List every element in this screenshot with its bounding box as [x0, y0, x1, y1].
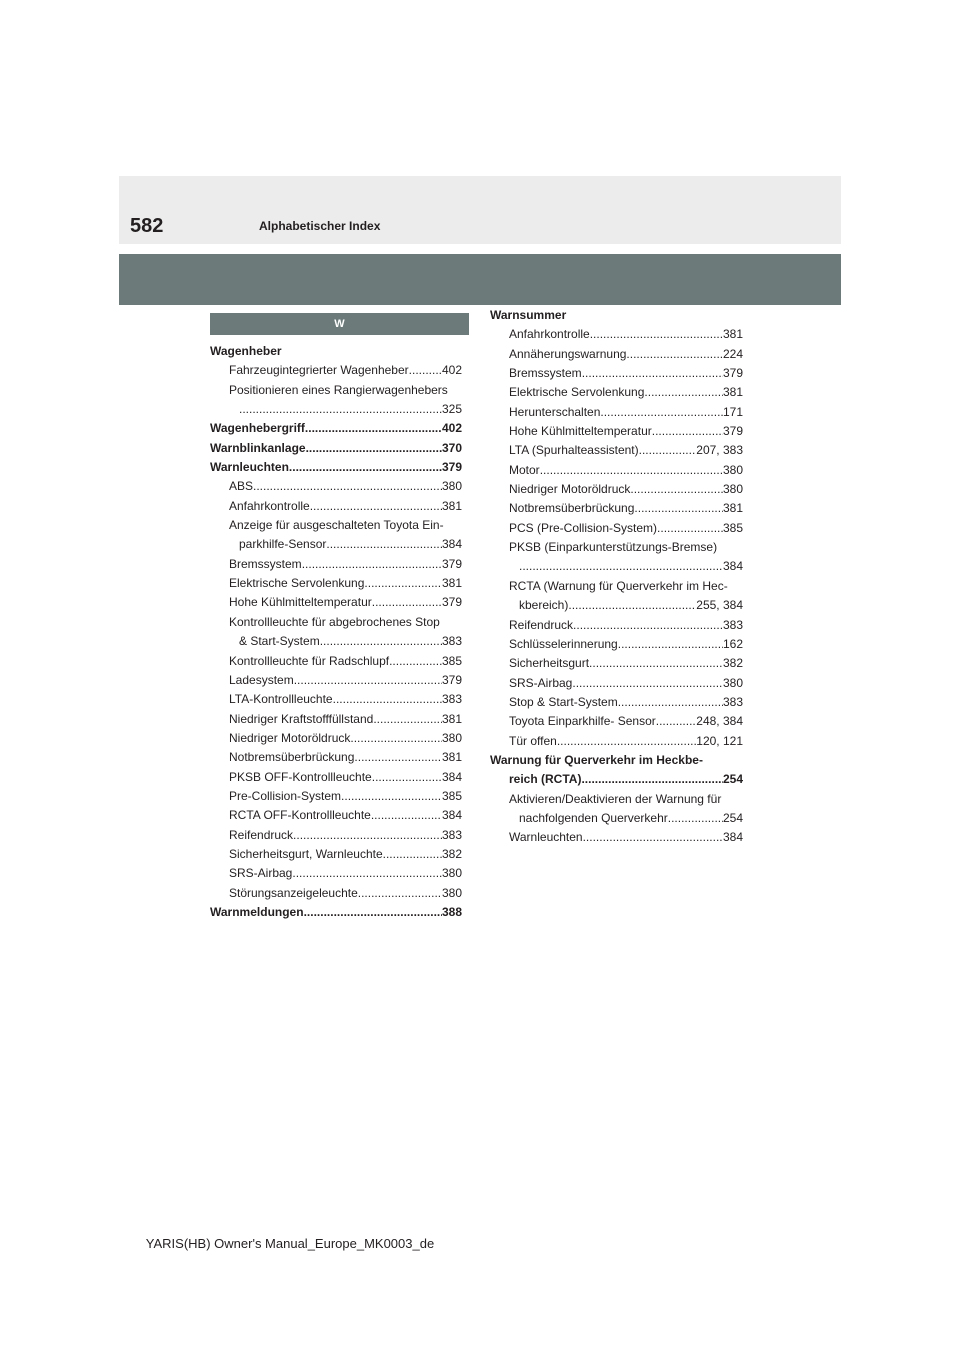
index-entry-page[interactable]: 224: [722, 346, 743, 361]
index-entry-leader: [634, 499, 723, 518]
index-entry-term: parkhilfe-Sensor: [239, 537, 327, 552]
index-entry-page[interactable]: 325: [441, 402, 462, 417]
index-entry: [490, 345, 743, 364]
index-entry-term: SRS-Airbag: [229, 866, 293, 881]
index-entry-term: Anzeige für ausgeschalteten Toyota Ein-: [229, 518, 444, 533]
index-entry: [210, 419, 462, 438]
index-entry-leader: [630, 480, 723, 499]
index-entry-leader: [589, 654, 723, 673]
index-entry-term: Ladesystem: [229, 672, 294, 687]
index-entry-leader: [389, 652, 442, 671]
index-entry-term: Niedriger Motoröldruck: [509, 482, 631, 497]
index-entry-page[interactable]: 388: [441, 904, 462, 919]
index-entry-leader: [305, 419, 442, 438]
index-entry-leader: [582, 364, 723, 383]
index-entry-term: kbereich): [519, 598, 569, 613]
index-entry-leader: [306, 439, 442, 458]
index-entry-term: Hohe Kühlmitteltemperatur: [229, 595, 372, 610]
index-entry-term: Reifendruck: [229, 827, 294, 842]
index-entry-term: PCS (Pre-Collision-System): [509, 520, 658, 535]
index-entry-page[interactable]: 255, 384: [696, 598, 743, 613]
index-entry-leader: [341, 787, 442, 806]
index-entry: [490, 809, 743, 828]
index-entry: [210, 439, 462, 458]
index-entry-leader: [519, 557, 723, 576]
index-entry-page[interactable]: 384: [722, 559, 743, 574]
index-entry-leader: [644, 383, 723, 402]
index-entry-page[interactable]: 379: [441, 672, 462, 687]
index-entry-term: Elektrische Servolenkung: [229, 576, 365, 591]
index-entry-page[interactable]: 380: [441, 730, 462, 745]
index-entry-page[interactable]: 162: [722, 636, 743, 651]
footer-text: YARIS(HB) Owner's Manual_Europe_MK0003_de: [145, 1236, 435, 1251]
index-entry-page[interactable]: 380: [441, 885, 462, 900]
index-column-left: [210, 342, 462, 922]
index-entry: [210, 806, 462, 825]
index-entry: [490, 480, 743, 499]
index-entry-term: Hohe Kühlmitteltemperatur: [509, 424, 652, 439]
index-entry-page[interactable]: 383: [722, 617, 743, 632]
index-entry: [490, 751, 743, 770]
index-entry: [210, 671, 462, 690]
index-entry-leader: [557, 732, 696, 751]
index-entry: [490, 383, 743, 402]
index-entry-page[interactable]: 384: [722, 830, 743, 845]
index-entry-page[interactable]: 379: [722, 424, 743, 439]
index-entry-page[interactable]: 381: [441, 711, 462, 726]
index-entry-page[interactable]: 380: [722, 462, 743, 477]
index-entry-leader: [302, 555, 442, 574]
index-entry-term: Positionieren eines Rangierwagenhebers: [229, 382, 448, 397]
index-entry-term: Anfahrkontrolle: [509, 327, 590, 342]
index-entry-page[interactable]: 379: [441, 460, 462, 475]
index-entry-term: Warnleuchten: [509, 830, 583, 845]
index-entry-term: & Start-System: [239, 634, 320, 649]
index-entry-term: RCTA (Warnung für Querverkehr im Hec-: [509, 578, 728, 593]
index-entry-term: Bremssystem: [509, 366, 582, 381]
index-entry-leader: [652, 422, 723, 441]
index-entry: [210, 400, 462, 419]
index-entry: [210, 477, 462, 496]
index-entry-leader: [572, 674, 723, 693]
header-band: [119, 176, 841, 244]
index-entry: [210, 632, 462, 651]
index-entry: [210, 361, 462, 380]
index-entry-leader: [540, 461, 723, 480]
index-entry-leader: [350, 729, 442, 748]
index-entry-page[interactable]: 383: [722, 694, 743, 709]
index-entry-page[interactable]: 381: [441, 576, 462, 591]
index-entry-page[interactable]: 381: [722, 501, 743, 516]
index-entry-term: Stop & Start-System: [509, 694, 618, 709]
index-entry-page[interactable]: 402: [441, 363, 462, 378]
index-entry-term: Sicherheitsgurt, Warnleuchte: [229, 846, 383, 861]
index-entry-term: Bremssystem: [229, 556, 302, 571]
index-entry: [490, 616, 743, 635]
index-entry: [210, 864, 462, 883]
index-entry-term: Kontrollleuchte für abgebrochenes Stop: [229, 614, 440, 629]
index-entry-term: reich (RCTA): [509, 772, 582, 787]
index-entry-term: Reifendruck: [509, 617, 574, 632]
index-entry-term: Pre-Collision-System: [229, 788, 342, 803]
index-entry-leader: [239, 400, 442, 419]
index-entry: [210, 884, 462, 903]
index-entry-leader: [293, 826, 442, 845]
index-entry-term: Tür offen: [509, 733, 557, 748]
index-entry-page[interactable]: 383: [441, 634, 462, 649]
index-entry-term: LTA-Kontrollleuchte: [229, 692, 333, 707]
index-entry-term: LTA (Spurhalteassistent): [509, 443, 639, 458]
index-entry-term: Warnsummer: [490, 308, 567, 322]
index-entry-page[interactable]: 381: [441, 750, 462, 765]
page-number: 582: [130, 215, 164, 237]
index-entry-term: Wagenhebergriff: [210, 421, 305, 436]
index-entry-page[interactable]: 379: [722, 366, 743, 381]
index-entry-leader: [668, 809, 723, 828]
index-entry: [490, 364, 743, 383]
index-entry-leader: [600, 403, 723, 422]
index-entry-leader: [294, 671, 442, 690]
index-entry: [490, 577, 743, 596]
index-entry-page[interactable]: 382: [722, 656, 743, 671]
index-entry-page[interactable]: 384: [441, 808, 462, 823]
index-entry-leader: [326, 535, 442, 554]
index-entry: [210, 555, 462, 574]
index-entry: [490, 499, 743, 518]
index-entry-term: Herunterschalten: [509, 404, 601, 419]
index-entry-term: Anfahrkontrolle: [229, 498, 310, 513]
index-entry: [210, 458, 462, 477]
index-entry-term: Warnblinkanlage: [210, 440, 306, 455]
index-entry-leader: [364, 574, 442, 593]
index-entry-page[interactable]: 382: [441, 846, 462, 861]
index-entry-leader: [590, 325, 723, 344]
index-entry-page[interactable]: 370: [441, 440, 462, 455]
index-entry-term: Niedriger Motoröldruck: [229, 730, 351, 745]
index-entry-term: Niedriger Kraftstofffüllstand: [229, 711, 374, 726]
index-entry-term: Sicherheitsgurt: [509, 656, 590, 671]
index-entry-term: nachfolgenden Querverkehr: [519, 810, 668, 825]
index-entry: [490, 654, 743, 673]
index-entry-page[interactable]: 384: [441, 769, 462, 784]
index-entry-page[interactable]: 383: [441, 827, 462, 842]
index-entry-term: RCTA OFF-Kontrollleuchte: [229, 808, 371, 823]
index-entry-leader: [383, 845, 442, 864]
index-entry: [210, 613, 462, 632]
index-entry-page[interactable]: 385: [441, 653, 462, 668]
index-entry-term: Notbremsüberbrückung: [509, 501, 635, 516]
index-entry-leader: [656, 712, 697, 731]
index-entry-leader: [573, 616, 723, 635]
index-entry-term: Aktivieren/Deaktivieren der Warnung für: [509, 791, 722, 806]
index-entry: [490, 461, 743, 480]
index-entry: [490, 770, 743, 789]
index-entry-term: SRS-Airbag: [509, 675, 573, 690]
index-entry-term: Elektrische Servolenkung: [509, 385, 645, 400]
index-entry: [210, 342, 462, 361]
index-entry-page[interactable]: 384: [441, 537, 462, 552]
index-entry-term: Notbremsüberbrückung: [229, 750, 355, 765]
index-entry-leader: [372, 768, 442, 787]
index-entry-term: ABS: [229, 479, 254, 494]
page-title: Alphabetischer Index: [259, 219, 381, 233]
index-entry-term: Warnleuchten: [210, 460, 289, 475]
index-entry-leader: [310, 497, 442, 516]
index-entry: [490, 693, 743, 712]
index-entry: [490, 519, 743, 538]
section-letter: W: [210, 313, 469, 335]
index-entry: [210, 690, 462, 709]
index-column-right: [490, 306, 743, 848]
index-entry: [490, 441, 743, 460]
index-entry: [490, 790, 743, 809]
index-entry: [210, 768, 462, 787]
index-entry-leader: [253, 477, 442, 496]
index-entry: [210, 381, 462, 400]
index-entry-term: Toyota Einparkhilfe- Sensor: [509, 714, 656, 729]
index-entry-term: Fahrzeugintegrierter Wagenheber: [229, 363, 409, 378]
index-entry-term: Störungsanzeigeleuchte: [229, 885, 358, 900]
index-entry: [490, 538, 743, 557]
index-entry: [490, 635, 743, 654]
index-entry-page[interactable]: 120, 121: [696, 733, 743, 748]
index-entry: [490, 674, 743, 693]
index-entry-leader: [657, 519, 723, 538]
index-entry: [210, 845, 462, 864]
index-entry-leader: [618, 693, 723, 712]
index-entry-page[interactable]: 380: [441, 479, 462, 494]
index-entry-term: Wagenheber: [210, 344, 282, 358]
index-entry-term: Warnung für Querverkehr im Heckbe-: [490, 752, 703, 767]
index-entry-page[interactable]: 379: [441, 595, 462, 610]
index-entry-term: Kontrollleuchte für Radschlupf: [229, 653, 390, 668]
index-entry: [490, 306, 743, 325]
index-entry-term: Annäherungswarnung: [509, 346, 627, 361]
index-entry: [210, 497, 462, 516]
index-entry-page[interactable]: 248, 384: [696, 714, 743, 729]
index-entry-page[interactable]: 207, 383: [696, 443, 743, 458]
index-entry-leader: [568, 596, 696, 615]
index-entry-leader: [333, 690, 442, 709]
index-entry-page[interactable]: 380: [722, 675, 743, 690]
index-entry-leader: [292, 864, 442, 883]
index-entry-term: Warnmeldungen: [210, 904, 304, 919]
index-entry-leader: [372, 593, 442, 612]
index-entry-leader: [358, 884, 442, 903]
index-entry-term: PKSB OFF-Kontrollleuchte: [229, 769, 372, 784]
index-entry-page[interactable]: 381: [722, 327, 743, 342]
index-entry-page[interactable]: 254: [722, 772, 743, 787]
index-entry-leader: [320, 632, 442, 651]
index-entry: [210, 710, 462, 729]
index-entry: [210, 574, 462, 593]
index-entry: [210, 787, 462, 806]
index-entry-page[interactable]: 381: [722, 385, 743, 400]
index-entry-page[interactable]: 385: [441, 788, 462, 803]
index-entry-leader: [373, 710, 442, 729]
index-entry: [490, 557, 743, 576]
index-entry-leader: [618, 635, 723, 654]
index-entry: [210, 535, 462, 554]
index-entry: [210, 516, 462, 535]
index-entry: [490, 596, 743, 615]
section-band: [119, 254, 841, 305]
index-entry-leader: [354, 748, 442, 767]
index-entry: [490, 422, 743, 441]
index-entry-leader: [626, 345, 723, 364]
index-entry: [490, 325, 743, 344]
index-entry-leader: [581, 770, 723, 789]
index-entry-term: Motor: [509, 462, 540, 477]
index-entry-page[interactable]: 385: [722, 520, 743, 535]
index-entry-page[interactable]: 380: [441, 866, 462, 881]
index-entry-leader: [304, 903, 442, 922]
index-entry-page[interactable]: 383: [441, 692, 462, 707]
index-entry-page[interactable]: 254: [722, 810, 743, 825]
index-entry: [490, 403, 743, 422]
index-entry-leader: [639, 441, 697, 460]
index-entry-term: PKSB (Einparkunterstützungs-Bremse): [509, 540, 718, 555]
index-entry-leader: [409, 361, 442, 380]
index-entry-leader: [583, 828, 723, 847]
index-entry-page[interactable]: 171: [722, 404, 743, 419]
index-entry: [490, 732, 743, 751]
index-entry-leader: [371, 806, 442, 825]
index-entry: [210, 652, 462, 671]
index-entry: [210, 826, 462, 845]
index-entry-page[interactable]: 380: [722, 482, 743, 497]
index-entry-page[interactable]: 381: [441, 498, 462, 513]
index-entry: [210, 748, 462, 767]
index-entry-leader: [289, 458, 442, 477]
index-entry-page[interactable]: 379: [441, 556, 462, 571]
index-entry: [490, 828, 743, 847]
index-entry: [490, 712, 743, 731]
index-entry-page[interactable]: 402: [441, 421, 462, 436]
index-entry-term: Schlüsselerinnerung: [509, 636, 618, 651]
index-entry: [210, 729, 462, 748]
index-entry: [210, 903, 462, 922]
index-entry: [210, 593, 462, 612]
